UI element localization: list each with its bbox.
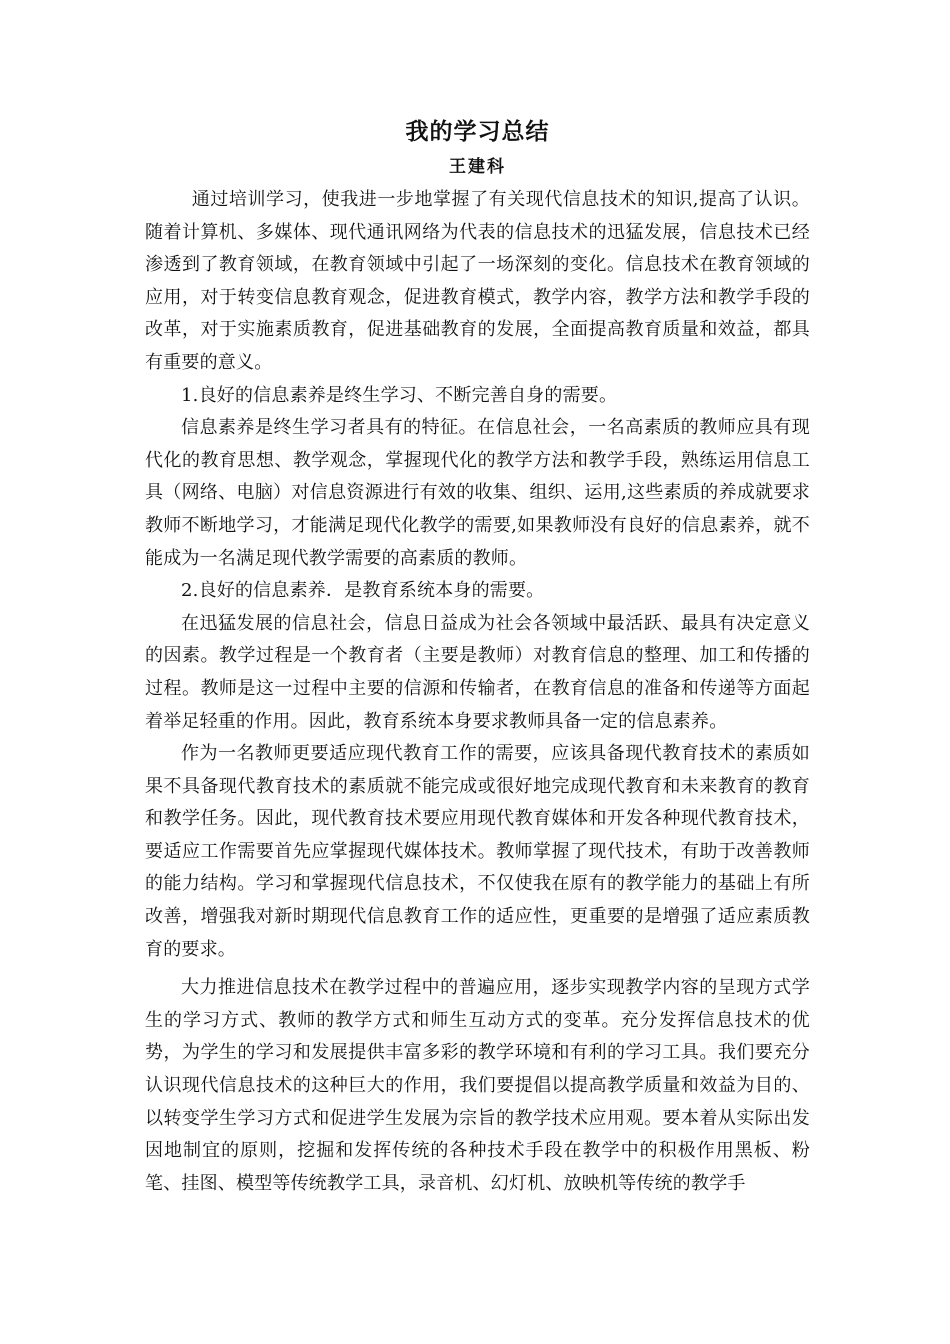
paragraph: 信息素养是终生学习者具有的特征。在信息社会，一名高素质的教师应具有现代化的教育思想、教学观念，掌握现代化的教学方法和教学手段，熟练运用信息工具（网络、电脑）对信息资源进行有效的收集、组织、运用,这些素质的养成就要求教师不断地学习，才能满足现代化教学的需要,如果教师没有良好的信息素养，就不能成为一名满足现代教学需要的高素质的教师。 <box>145 417 810 569</box>
paragraph: 作为一名教师更要适应现代教育工作的需要，应该具备现代教育技术的素质如果不具备现代教育技术的素质就不能完成或很好地完成现代教育和未来教育的教育和教学任务。因此，现代教育技术要应用现代教育媒体和开发各种现代教育技术，要适应工作需要首先应掌握现代媒体技术。教师掌握了现代技术，有助于改善教师的能力结构。学习和掌握现代信息技术，不仅使我在原有的教学能力的基础上有所改善，增强我对新时期现代信息教育工作的适应性，更重要的是增强了适应素质教育的要求。 <box>145 743 810 960</box>
paragraph: 大力推进信息技术在教学过程中的普遍应用，逐步实现教学内容的呈现方式学生的学习方式、教师的教学方式和师生互动方式的变革。充分发挥信息技术的优势，为学生的学习和发展提供丰富多彩的教学环境和有利的学习工具。我们要充分认识现代信息技术的这种巨大的作用，我们要提倡以提高教学质量和效益为目的、以转变学生学习方式和促进学生发展为宗旨的教学技术应用观。要本着从实际出发因地制宜的原则，挖掘和发挥传统的各种技术手段在教学中的积极作用黑板、粉笔、挂图、模型等传统教学工具，录音机、幻灯机、放映机等传统的教学手 <box>145 977 810 1194</box>
section-heading-2: 2.良好的信息素养．是教育系统本身的需要。 <box>181 580 545 602</box>
paragraph-intro: 通过培训学习，使我进一步地掌握了有关现代信息技术的知识,提高了认识。随着计算机、多媒体、现代通讯网络为代表的信息技术的迅猛发展，信息技术已经渗透到了教育领域，在教育领域中引起了一场深刻的变化。信息技术在教育领域的应用，对于转变信息教育观念，促进教育模式，教学内容，教学方法和教学手段的改革，对于实施素质教育，促进基础教育的发展，全面提高教育质量和效益，都具有重要的意义。 <box>145 189 810 373</box>
document-body <box>145 184 810 1200</box>
paragraph: 在迅猛发展的信息社会，信息日益成为社会各领域中最活跃、最具有决定意义的因素。教学过程是一个教育者（主要是教师）对教育信息的整理、加工和传播的过程。教师是这一过程中主要的信源和传输者，在教育信息的准备和传递等方面起着举足轻重的作用。因此，教育系统本身要求教师具备一定的信息素养。 <box>145 612 810 732</box>
author-name: 王建科 <box>449 157 506 177</box>
document-page <box>145 112 810 1200</box>
section-heading-1: 1.良好的信息素养是终生学习、不断完善自身的需要。 <box>181 384 618 406</box>
document-title: 我的学习总结 <box>405 118 550 145</box>
